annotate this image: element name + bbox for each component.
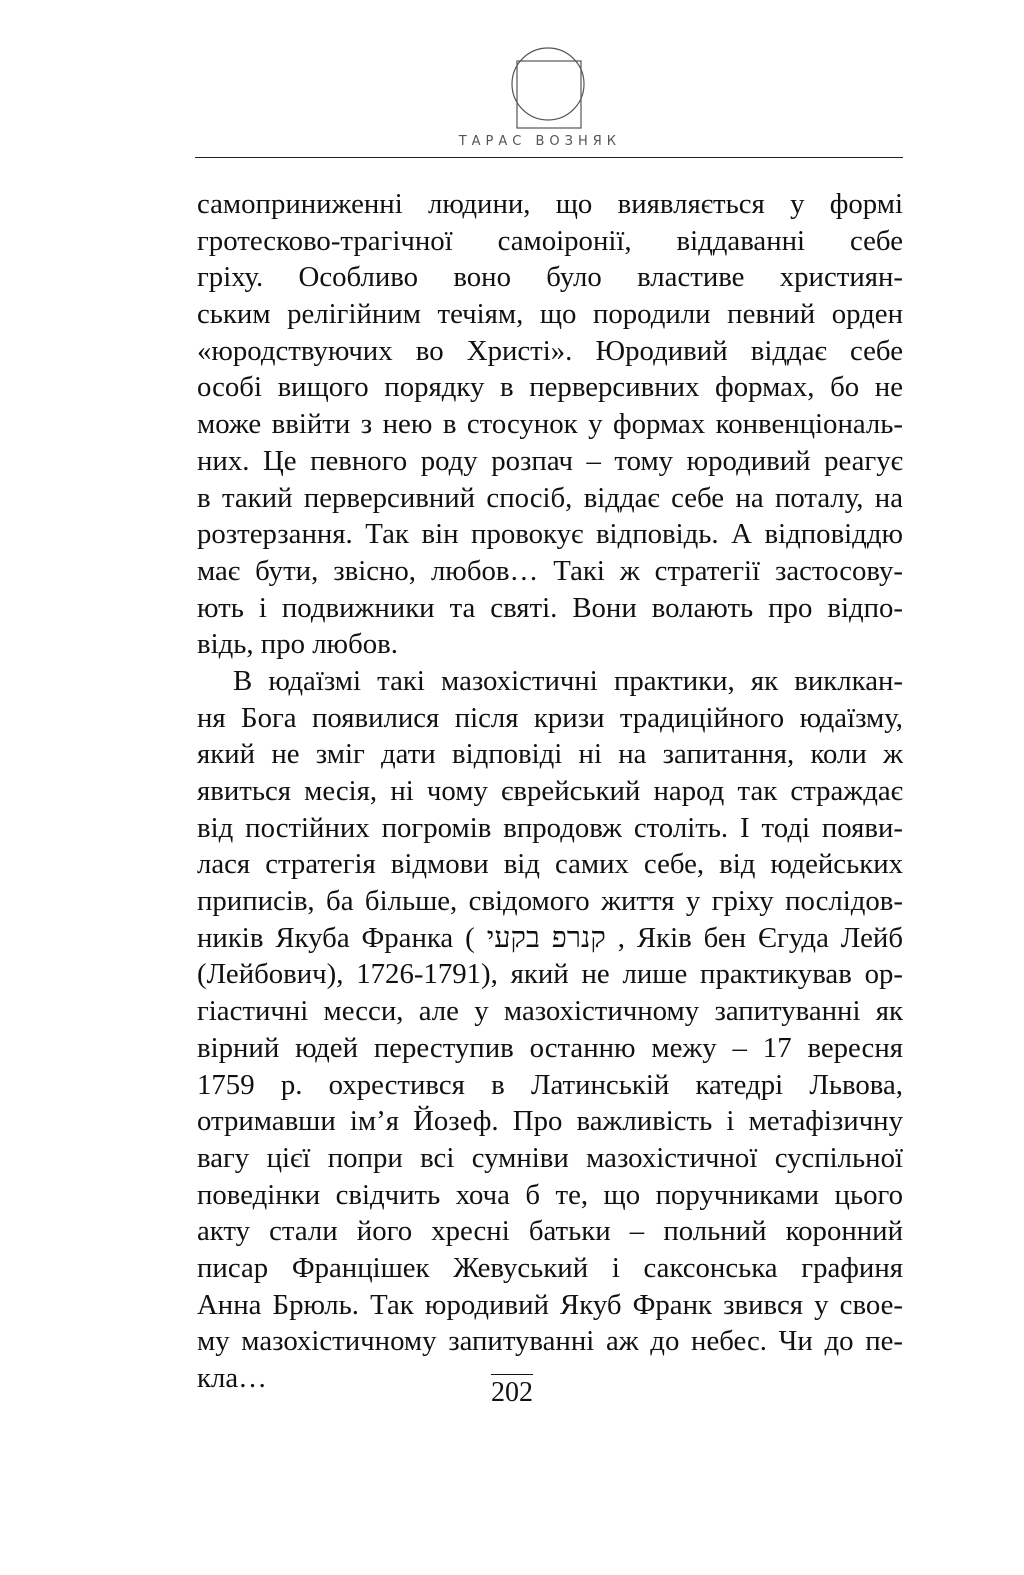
text-line: ським релігійним течіям, що породили певний орден: [197, 298, 903, 331]
text-line: особі вищого порядку в перверсивних формах, бо не: [197, 371, 903, 404]
text-line: му мазохістичному запитуванні аж до небес. Чи до пе-: [197, 1325, 903, 1358]
text-line: гіастичні месси, але у мазохістичному запитуванні як: [197, 995, 903, 1028]
text-line: лася стратегія відмови від самих себе, від юдейських: [197, 848, 903, 881]
text-line: може ввійти з нею в стосунок у формах конвенціональ-: [197, 408, 903, 441]
text-line: 1759 р. охрестився в Латинській катедрі Львова,: [197, 1068, 903, 1101]
text-line: самоприниженні людини, що виявляється у формі: [197, 188, 903, 220]
text-line: «юродствуючих во Христі». Юродивий віддає себе: [197, 334, 903, 367]
text-line: ють і подвижники та святі. Вони волають про відпо-: [197, 591, 903, 624]
text-line: гріху. Особливо воно було властиве християн-: [197, 261, 903, 294]
header-divider: [195, 157, 903, 158]
text-line: приписів, ба більше, свідомого життя у гріху послідов-: [197, 885, 903, 918]
text-line: розтерзання. Так він провокує відповідь. А відповіддю: [197, 518, 903, 551]
running-header-author: ТАРАС ВОЗНЯК: [458, 134, 621, 149]
body-text: [197, 186, 903, 1397]
text-line: Анна Брюль. Так юродивий Якуб Франк звився у свое-: [197, 1288, 903, 1321]
text-line: отримавши ім’я Йозеф. Про важливість і метафізичну: [197, 1105, 903, 1138]
text-line: поведінки свідчить хоча б те, що поручниками цього: [197, 1178, 903, 1211]
text-line: них. Це певного роду розпач – тому юродивий реагує: [197, 444, 903, 477]
text-line: має бути, звісно, любов… Такі ж стратегії застосову-: [197, 554, 903, 587]
circle-square-emblem-icon: [510, 44, 586, 130]
text-line: вірний юдей переступив останню межу – 17 вересня: [197, 1031, 903, 1064]
text-line: ників Якуба Франка ( קנרפ בקעי , Яків бен Єгуда Лейб: [197, 921, 903, 954]
text-line: в такий перверсивний спосіб, віддає себе на поталу, на: [197, 481, 903, 514]
text-line: (Лейбович), 1726-1791), який не лише практикував ор-: [197, 958, 903, 991]
text-line: від постійних погромів впродовж століть. І тоді появи-: [197, 811, 903, 844]
text-line: В юдаїзмі такі мазохістичні практики, як виклкан-: [233, 664, 903, 697]
page-number-value: 202: [491, 1374, 533, 1409]
paragraph-2: [197, 663, 903, 1397]
page-number: [0, 1374, 1024, 1409]
text-line: кла…: [197, 1362, 267, 1394]
text-line: відь, про любов.: [197, 628, 398, 661]
text-line: вагу цієї попри всі сумніви мазохістичної суспільної: [197, 1141, 903, 1174]
text-line: акту стали його хресні батьки – польний коронний: [197, 1215, 903, 1248]
text-line: явиться месія, ні чому єврейський народ так страждає: [197, 775, 903, 807]
text-line: який не зміг дати відповіді ні на запитання, коли ж: [197, 738, 903, 771]
paragraph-1: [197, 186, 903, 663]
text-line: ня Бога появилися після кризи традиційного юдаїзму,: [197, 701, 903, 734]
text-line: писар Францішек Жевуський і саксонська графиня: [197, 1251, 903, 1284]
text-line: гротесково-трагічної самоіронії, віддаванні себе: [197, 224, 903, 257]
